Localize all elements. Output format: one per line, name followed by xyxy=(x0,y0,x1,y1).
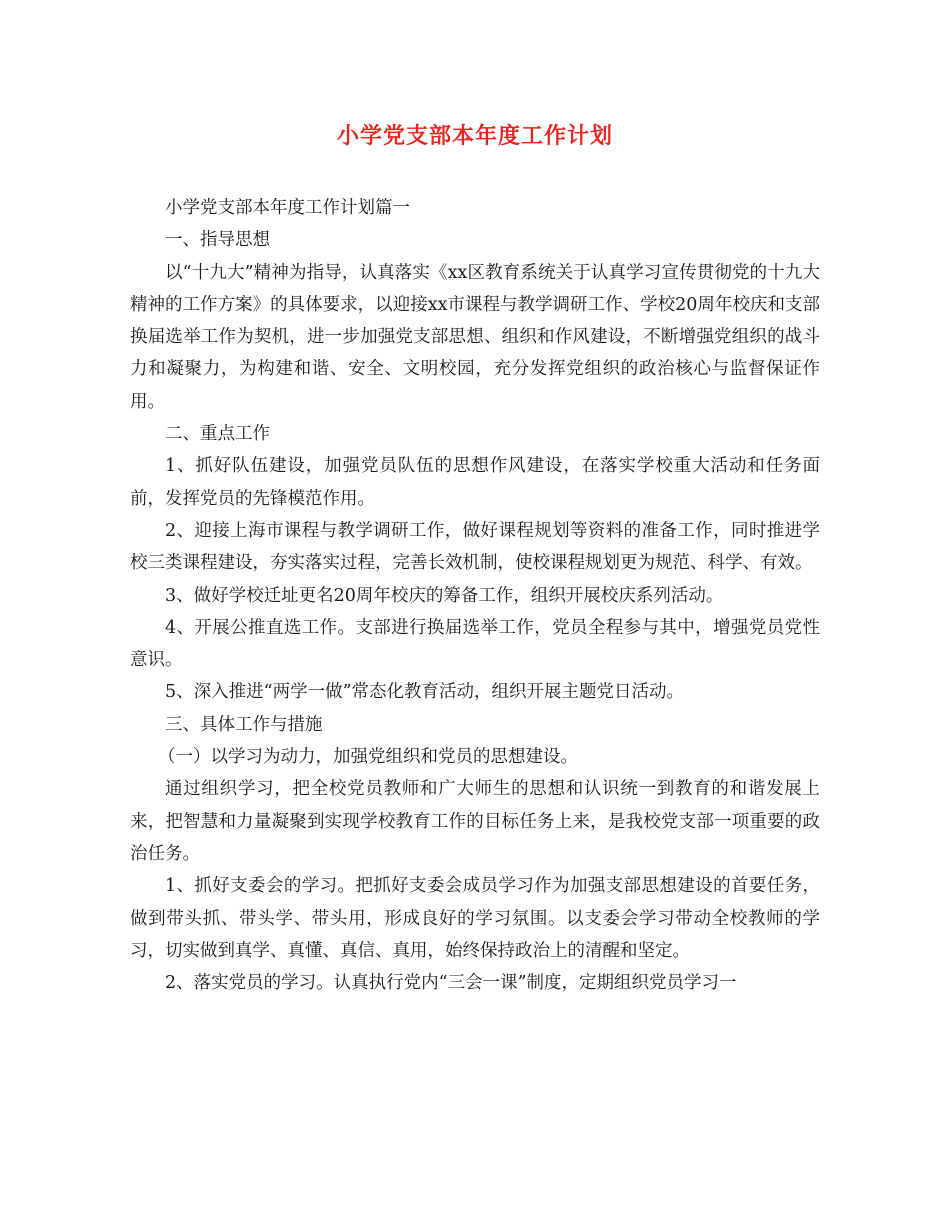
document-body xyxy=(130,192,820,999)
paragraph: 2、落实党员的学习。认真执行党内“三会一课”制度，定期组织党员学习一 xyxy=(165,973,737,994)
section-heading: 三、具体工作与措施 xyxy=(165,714,323,735)
paragraph: 4、开展公推直选工作。支部进行换届选举工作，党员全程参与其中，增强党员党性意识。 xyxy=(130,617,820,671)
section-heading: 一、指导思想 xyxy=(165,230,270,251)
section-heading: 二、重点工作 xyxy=(165,424,270,445)
section-heading: 小学党支部本年度工作计划篇一 xyxy=(165,198,410,218)
paragraph: 1、抓好队伍建设，加强党员队伍的思想作风建设，在落实学校重大活动和任务面前，发挥党员的先锋模范作用。 xyxy=(130,456,820,509)
paragraph: 3、做好学校迁址更名20周年校庆的筹备工作，组织开展校庆系列活动。 xyxy=(165,585,724,606)
paragraph: 2、迎接上海市课程与教学调研工作，做好课程规划等资料的准备工作，同时推进学校三类课程建设，夯实落实过程，完善长效机制，使校课程规划更为规范、科学、有效。 xyxy=(130,520,820,574)
subsection-heading: （一）以学习为动力，加强党组织和党员的思想建设。 xyxy=(158,747,578,768)
paragraph: 以“十九大”精神为指导，认真落实《xx区教育系统关于认真学习宣传贯彻党的十九大精神的工作方案》的具体要求，以迎接xx市课程与教学调研工作、学校20周年校庆和支部换届选举工作为契机，进一步加强党支部思想、组织和作风建设，不断增强党组织的战斗力和凝聚力，为构建和谐、安全、文明校园，充分发挥党组织的政治核心与监督保证作用。 xyxy=(130,262,820,412)
paragraph: 1、抓好支委会的学习。把抓好支委会成员学习作为加强支部思想建设的首要任务，做到带头抓、带头学、带头用，形成良好的学习氛围。以支委会学习带动全校教师的学习，切实做到真学、真懂、真信、真用，始终保持政治上的清醒和坚定。 xyxy=(130,876,820,961)
paragraph: 5、深入推进“两学一做”常态化教育活动，组织开展主题党日活动。 xyxy=(165,682,685,703)
document-title: 小学党支部本年度工作计划 xyxy=(336,123,613,149)
paragraph: 通过组织学习，把全校党员教师和广大师生的思想和认识统一到教育的和谐发展上来，把智慧和力量凝聚到实现学校教育工作的目标任务上来，是我校党支部一项重要的政治任务。 xyxy=(130,779,820,864)
